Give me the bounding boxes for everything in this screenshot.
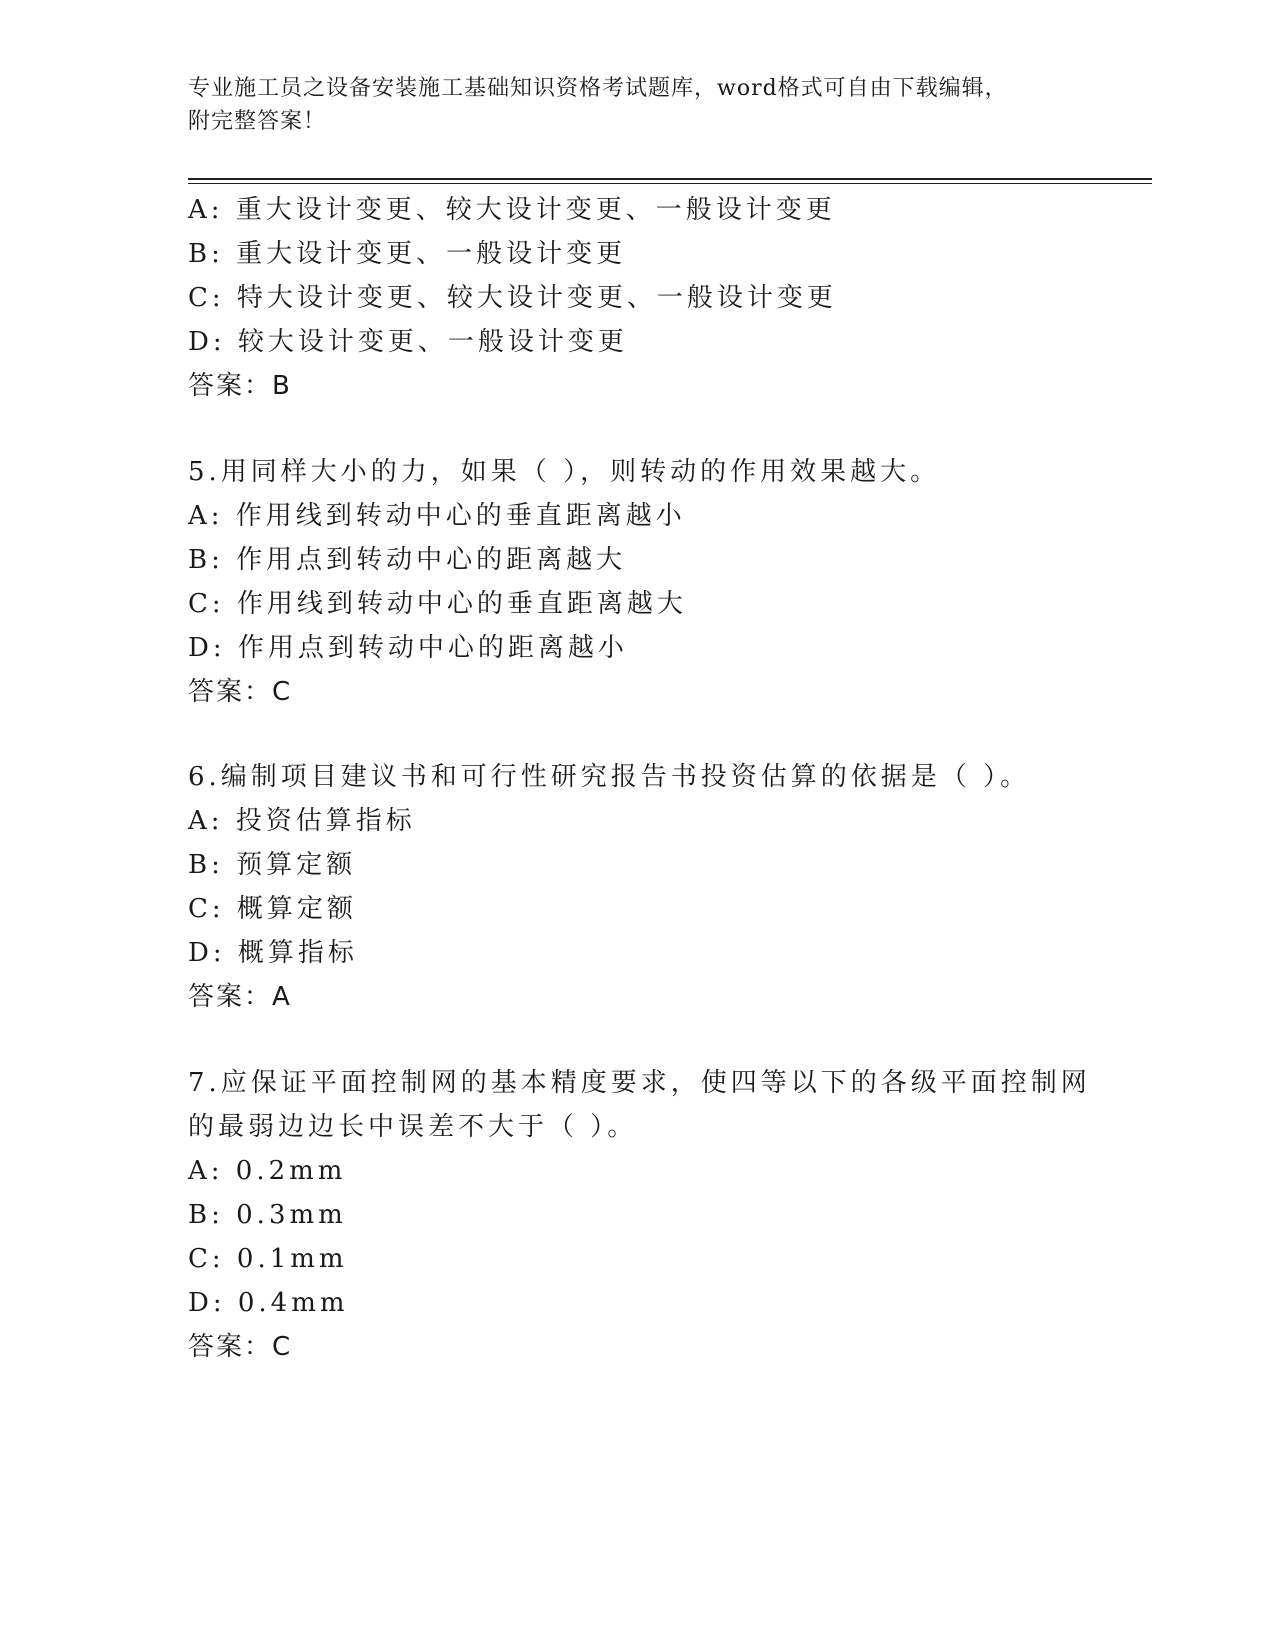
q5-answer: 答案：C — [188, 677, 293, 707]
q5-question: 5.用同样大小的力，如果（ ），则转动的作用效果越大。 — [188, 457, 941, 487]
header-divider-thick — [188, 178, 1152, 180]
q4-option-a: A: 重大设计变更、较大设计变更、一般设计变更 — [188, 195, 836, 225]
q6-option-d: D: 概算指标 — [188, 938, 358, 968]
q6-option-b: B: 预算定额 — [188, 850, 357, 880]
q5-option-d: D: 作用点到转动中心的距离越小 — [188, 633, 628, 663]
q7-answer: 答案：C — [188, 1332, 293, 1362]
q4-option-d: D: 较大设计变更、一般设计变更 — [188, 327, 628, 357]
q6-question: 6.编制项目建议书和可行性研究报告书投资估算的依据是（ ）。 — [188, 762, 1031, 792]
q7-question-line-2: 的最弱边边长中误差不大于（ ）。 — [188, 1112, 638, 1142]
q4-option-b: B: 重大设计变更、一般设计变更 — [188, 239, 627, 269]
q5-option-a: A: 作用线到转动中心的垂直距离越小 — [188, 501, 686, 531]
q7-option-d: D: 0.4mm — [188, 1288, 349, 1318]
q7-option-b: B: 0.3mm — [188, 1200, 347, 1230]
header-line-1: 专业施工员之设备安装施工基础知识资格考试题库，word格式可自由下载编辑， — [188, 76, 1008, 101]
q5-option-c: C: 作用线到转动中心的垂直距离越大 — [188, 589, 687, 619]
q7-option-c: C: 0.1mm — [188, 1244, 348, 1274]
q6-option-c: C: 概算定额 — [188, 894, 357, 924]
q7-question-line-1: 7.应保证平面控制网的基本精度要求，使四等以下的各级平面控制网 — [188, 1068, 1091, 1098]
header-line-2: 附完整答案！ — [188, 109, 327, 134]
q6-option-a: A: 投资估算指标 — [188, 806, 416, 836]
q6-answer: 答案：A — [188, 982, 292, 1012]
q4-option-c: C: 特大设计变更、较大设计变更、一般设计变更 — [188, 283, 837, 313]
header-divider-thin — [188, 183, 1152, 184]
q7-option-a: A: 0.2mm — [188, 1156, 347, 1186]
q5-option-b: B: 作用点到转动中心的距离越大 — [188, 545, 627, 575]
q4-answer: 答案：B — [188, 371, 292, 401]
document-header — [188, 72, 1088, 138]
